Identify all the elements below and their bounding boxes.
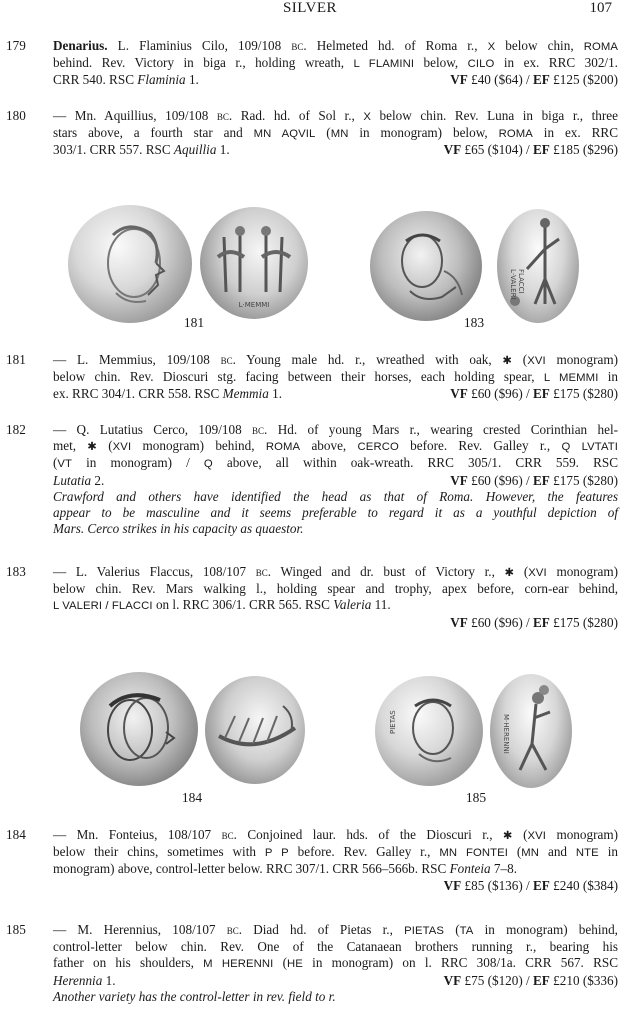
text: in ex. RRC	[532, 125, 618, 141]
text: . Diad hd. of Pietas r.,	[238, 922, 405, 937]
text: behind. Rev. Victory in biga r., holding wreath,	[53, 55, 354, 71]
text: monogram) behind,	[131, 438, 266, 454]
catanaean-brothers-icon	[490, 674, 572, 788]
text: (	[507, 844, 522, 860]
text: — M. Herennius, 108/107	[53, 922, 227, 937]
text: (	[444, 922, 460, 937]
entry-line	[53, 125, 618, 142]
text: monogram) above, control-letter below. RRC 307/1. CRR 566–566b. RSC	[53, 861, 450, 877]
text: . Helmeted hd. of Roma r.,	[303, 38, 488, 53]
price-value: £85 ($136) /	[461, 877, 533, 893]
coin-caption: 181	[183, 315, 205, 330]
monogram-symbol: ✱	[504, 567, 515, 579]
entry-number: 182	[6, 422, 26, 437]
coin-legend: M·HERENNI	[502, 714, 510, 754]
text: met,	[53, 438, 88, 454]
coin-caption: 184	[181, 790, 203, 805]
text: . Hd. of young Mars r., wearing crested Corinthian hel-	[264, 422, 618, 437]
grade: VF	[450, 72, 468, 88]
price	[450, 615, 618, 630]
grade: VF	[450, 386, 468, 402]
entry-line: control-letter below chin. Rev. One of the Catanaean brothers running r., bearing his	[53, 939, 618, 955]
running-title: SILVER	[282, 0, 338, 16]
text: (	[96, 438, 113, 454]
text: on l. RRC 306/1. CRR 565. RSC	[152, 597, 334, 613]
grade: EF	[533, 614, 550, 630]
legend: ROMA	[583, 41, 618, 53]
text: (	[315, 125, 331, 141]
mars-walking-icon	[497, 209, 579, 323]
price	[450, 473, 618, 489]
entry-line	[53, 844, 618, 861]
coin-legend: L·VALERI	[509, 269, 517, 300]
text: below,	[414, 55, 468, 71]
coin-185-obverse	[375, 676, 483, 786]
grade: VF	[443, 142, 462, 158]
legend: HE	[287, 958, 303, 971]
text: in	[598, 369, 619, 385]
monogram-symbol: ✱	[503, 830, 513, 842]
price-value: £185 ($296)	[549, 142, 618, 158]
entry-note: Another variety has the control-letter in rev. field to r.	[53, 988, 336, 1004]
legend: L MEMMI	[543, 372, 599, 385]
entry-line	[53, 422, 618, 438]
coin-185-reverse	[490, 674, 572, 788]
entry-line	[53, 564, 618, 581]
text: monogram)	[546, 564, 618, 579]
entry-line	[53, 352, 618, 369]
text: (	[512, 827, 528, 842]
text: below chin. Rev. Dioscuri stg. facing between their horses, each holding spear,	[53, 369, 544, 385]
legend: MN FONTEI	[439, 847, 508, 860]
text: in	[598, 844, 618, 860]
text: Lutatia	[53, 472, 92, 488]
coin-181-obverse	[68, 205, 192, 323]
page-header	[0, 0, 620, 22]
text: — Q. Lutatius Cerco, 109/108	[53, 422, 253, 437]
pietas-head-icon	[375, 676, 483, 786]
legend: MN	[521, 847, 540, 860]
text: Memmia	[222, 386, 269, 402]
entry-text	[53, 108, 618, 159]
entry-text	[53, 564, 618, 631]
entry-line	[53, 386, 618, 402]
coin-caption: 185	[465, 790, 487, 805]
catalog-entry-185	[6, 922, 618, 1005]
page-number: 107	[589, 0, 612, 16]
dioscuri-heads-icon	[80, 672, 198, 786]
coin-184-reverse	[205, 676, 305, 784]
dioscuri-horses-icon	[200, 207, 308, 319]
text: . Rad. hd. of Sol r.,	[228, 108, 364, 123]
legend: XVI	[527, 355, 546, 367]
price-value: £240 ($384)	[549, 877, 618, 893]
entry-line	[53, 861, 618, 877]
text: 1.	[102, 972, 116, 988]
price-value: £75 ($120) /	[461, 972, 533, 988]
coin-183-reverse	[497, 209, 579, 323]
entry-line	[53, 455, 618, 472]
text: in ex. RRC 302/1.	[494, 55, 618, 71]
legend: PIETAS	[404, 925, 445, 937]
grade: VF	[450, 472, 468, 488]
monogram-symbol: ✱	[502, 355, 513, 367]
grade: EF	[533, 142, 550, 158]
grade: VF	[443, 877, 462, 893]
text: Herennia	[53, 972, 103, 988]
coin-183-obverse	[370, 211, 482, 321]
entry-number: 181	[6, 352, 26, 367]
legend: MN AQVIL	[253, 128, 316, 141]
text: — L. Valerius Flaccus, 108/107	[53, 564, 256, 579]
price-value: £210 ($336)	[549, 972, 618, 988]
legend: ROMA	[265, 441, 301, 454]
text: ex. RRC 304/1. CRR 558. RSC	[53, 386, 223, 402]
text: in monogram) on l. RRC 308/1a. CRR 567. RSC	[302, 955, 618, 971]
entry-line	[53, 142, 618, 158]
entry-line	[53, 973, 618, 989]
coin-legend: L·MEMMI	[238, 301, 270, 309]
price-value: £65 ($104) /	[461, 142, 533, 158]
text: monogram)	[545, 827, 618, 842]
text: . Young male hd. r., wreathed with oak,	[232, 352, 503, 367]
text: before. Rev. Galley r.,	[398, 438, 562, 454]
grade: VF	[450, 614, 468, 630]
text: in monogram) /	[72, 455, 204, 471]
text: — L. Memmius, 109/108	[53, 352, 221, 367]
text: Fonteia	[449, 861, 491, 877]
entry-text	[53, 38, 618, 89]
grade: EF	[533, 972, 550, 988]
catalog-entry-179	[6, 38, 618, 89]
era: bc	[216, 108, 229, 123]
entry-number: 179	[6, 38, 26, 53]
price	[444, 142, 618, 158]
text: 2.	[91, 472, 105, 488]
text: CRR 540. RSC	[53, 72, 138, 88]
denomination: Denarius.	[53, 38, 108, 53]
entry-note: appear to be masculine and it seems preferable to regard it as a youthful depiction of	[53, 505, 618, 521]
grade: EF	[533, 386, 550, 402]
era: bc	[220, 352, 233, 367]
legend: XVI	[112, 441, 132, 454]
text: in monogram) below,	[348, 125, 499, 141]
entry-line	[53, 615, 618, 631]
coin-plate-top	[0, 195, 620, 335]
text: (	[514, 564, 529, 579]
text: L. Flaminius Cilo, 109/108	[107, 38, 292, 53]
price-value: £60 ($96) /	[467, 614, 533, 630]
legend: P P	[264, 847, 289, 860]
legend: X	[363, 111, 371, 123]
price-value: £175 ($280)	[549, 614, 618, 630]
entry-line	[53, 922, 618, 939]
era: bc	[221, 827, 234, 842]
entry-line	[53, 38, 618, 55]
text: Aquillia	[173, 142, 217, 158]
legend: TA	[459, 925, 474, 937]
era: bc	[226, 922, 239, 937]
entry-number: 184	[6, 827, 26, 842]
text: stars above, a fourth star and	[53, 125, 254, 141]
coin-plate-bottom	[0, 660, 620, 810]
entry-line	[53, 369, 618, 386]
head-right-icon	[68, 205, 192, 323]
entry-line	[53, 55, 618, 72]
text: above,	[300, 438, 358, 454]
text: and	[539, 844, 576, 860]
text: Valeria	[333, 597, 372, 613]
legend: Q LVTATI	[561, 441, 618, 454]
entry-note: Crawford and others have identified the head as that of Roma. However, the features	[53, 488, 618, 504]
entry-text	[53, 352, 618, 403]
victory-bust-icon	[370, 211, 482, 321]
legend: L FLAMINI	[353, 58, 415, 71]
legend: ROMA	[498, 128, 533, 141]
era: bc	[291, 38, 304, 53]
text: father on his shoulders,	[53, 955, 204, 971]
legend: CERCO	[357, 441, 399, 454]
text: 7–8.	[490, 861, 517, 877]
coin-legend: FLACCI	[517, 269, 525, 294]
catalog-entry-184	[6, 827, 618, 894]
catalog-entry-181	[6, 352, 618, 403]
text: 1.	[268, 386, 282, 402]
text: (	[273, 955, 288, 971]
legend: VT	[57, 458, 73, 471]
text: — Mn. Fonteius, 108/107	[53, 827, 222, 842]
text: below their chins, sometimes with	[53, 844, 265, 860]
price-value: £60 ($96) /	[467, 472, 533, 488]
entry-number: 185	[6, 922, 26, 937]
legend: XVI	[528, 567, 547, 579]
legend: M HERENNI	[203, 958, 274, 971]
text: (	[53, 455, 58, 471]
grade: EF	[533, 72, 550, 88]
entry-line	[53, 108, 618, 125]
text: . Conjoined laur. hds. of the Dioscuri r.,	[233, 827, 504, 842]
text: Flaminia	[137, 72, 186, 88]
grade: EF	[533, 472, 550, 488]
text: monogram)	[545, 352, 618, 367]
entry-text	[53, 922, 618, 1005]
entry-line	[53, 597, 618, 614]
monogram-symbol: ✱	[87, 441, 97, 454]
price	[444, 878, 618, 893]
grade: EF	[533, 877, 550, 893]
coin-caption: 183	[463, 315, 485, 330]
grade: VF	[443, 972, 462, 988]
text: above, all within oak-wreath. RRC 305/1. CRR 559. RSC	[212, 455, 618, 471]
legend: MN	[330, 128, 349, 141]
legend: X	[487, 41, 496, 53]
text: 1.	[216, 142, 230, 158]
entry-line	[53, 878, 618, 894]
coin-181-reverse	[200, 207, 308, 319]
price	[450, 386, 618, 402]
legend: NTE	[575, 847, 599, 860]
entry-number: 183	[6, 564, 26, 579]
entry-text	[53, 422, 618, 537]
entry-line	[53, 438, 618, 455]
catalog-entry-183	[6, 564, 618, 631]
text: — Mn. Aquillius, 109/108	[53, 108, 217, 123]
text: 303/1. CRR 557. RSC	[53, 142, 174, 158]
text: . Winged and dr. bust of Victory r.,	[267, 564, 505, 579]
entry-line	[53, 72, 618, 88]
era: bc	[252, 422, 265, 437]
coin-legend: PIETAS	[389, 710, 397, 734]
price-value: £125 ($200)	[549, 72, 618, 88]
text: in monogram) behind,	[473, 922, 618, 937]
entry-line	[53, 827, 618, 844]
price	[450, 72, 618, 88]
text: below chin. Rev. Luna in biga r., three	[371, 108, 618, 123]
entry-text	[53, 827, 618, 894]
legend: CILO	[467, 58, 495, 71]
price-value: £175 ($280)	[549, 386, 618, 402]
entry-line	[53, 473, 618, 489]
era: bc	[255, 564, 268, 579]
legend: Q	[203, 458, 213, 471]
catalog-entry-180	[6, 108, 618, 159]
text: 1.	[185, 72, 199, 88]
entry-number: 180	[6, 108, 26, 123]
price-value: £175 ($280)	[549, 472, 618, 488]
entry-line	[53, 955, 618, 972]
text: below chin,	[495, 38, 584, 53]
legend: XVI	[527, 830, 546, 842]
entry-note: Mars. Cerco strikes in his capacity as quaestor.	[53, 521, 304, 537]
coin-184-obverse	[80, 672, 198, 786]
galley-icon	[205, 676, 305, 784]
text: before. Rev. Galley r.,	[288, 844, 440, 860]
legend: L VALERI / FLACCI	[53, 600, 153, 613]
price-value: £40 ($64) /	[467, 72, 533, 88]
catalog-entry-182	[6, 422, 618, 537]
price-value: £60 ($96) /	[467, 386, 533, 402]
text: 11.	[371, 597, 391, 613]
price	[444, 973, 618, 989]
text: (	[512, 352, 528, 367]
entry-line: below chin. Rev. Mars walking l., holding spear and trophy, apex before, corn-ear behind,	[53, 581, 618, 597]
